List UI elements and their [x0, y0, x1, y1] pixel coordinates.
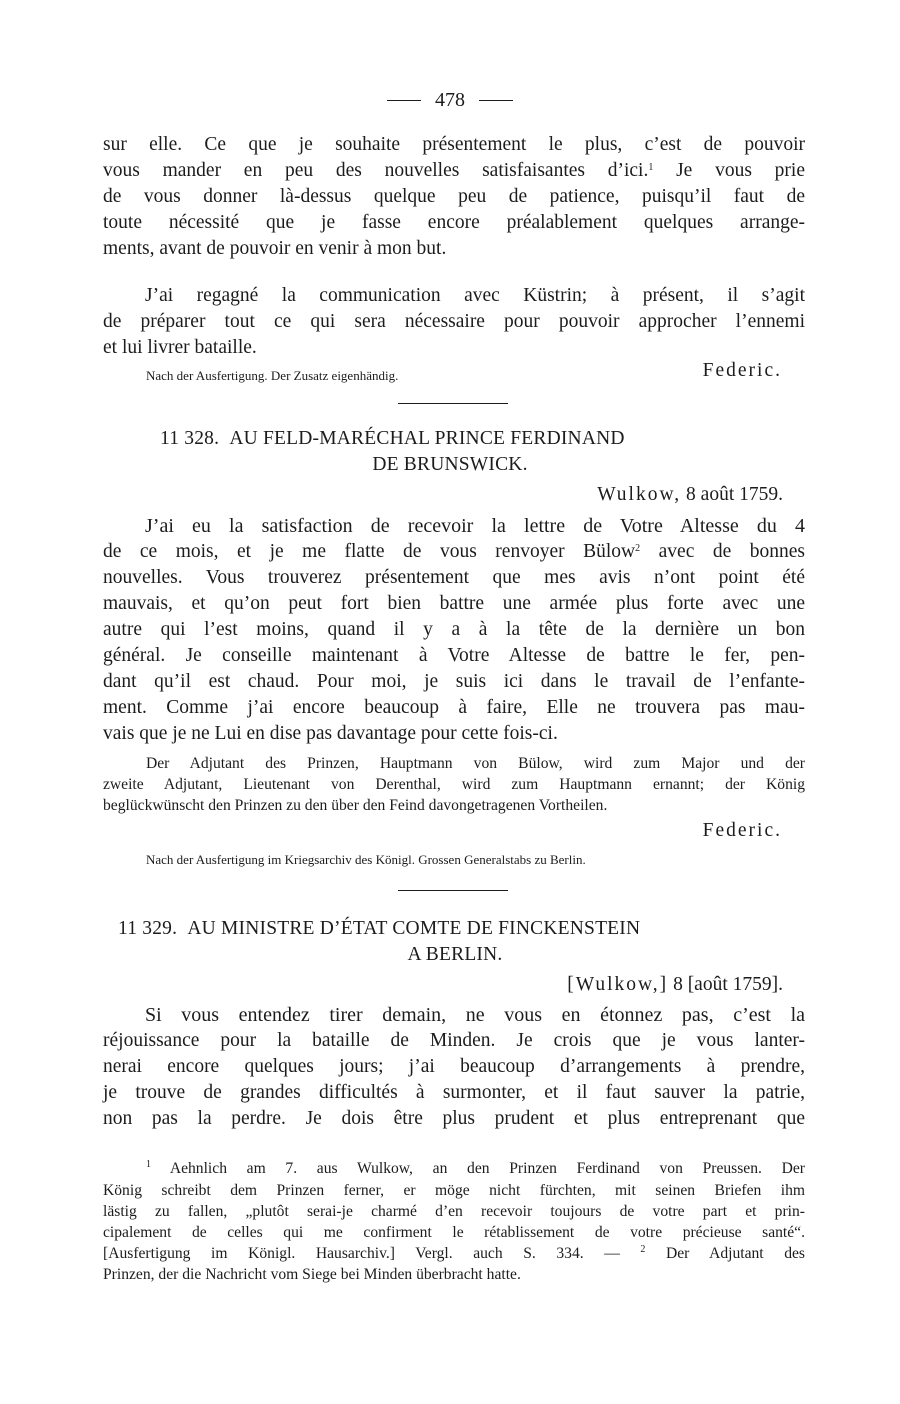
text-fragment: avec de bonnes	[658, 541, 806, 562]
signature: Federic.	[702, 820, 782, 841]
text-line: sur elle. Ce que je souhaite présentement le plus, c’est de pouvoir	[103, 134, 805, 155]
text-line: J’ai eu la satisfaction de recevoir la lettre de Votre Altesse du 4	[145, 515, 805, 537]
dateline-date: 8 [août 1759].	[673, 974, 783, 995]
header-dash-left	[387, 100, 421, 101]
section-divider	[398, 890, 508, 891]
text-line: réjouissance pour la bataille de Minden. Je crois que je vous lanter-	[103, 1030, 805, 1051]
text-fragment: vous mander en peu des nouvelles satisfaisantes d’ici.	[103, 160, 649, 181]
dateline-place: [Wulkow,]	[567, 974, 669, 995]
text-line: Si vous entendez tirer demain, ne vous en étonnez pas, c’est la	[145, 1004, 805, 1026]
footnote-line: lästig zu fallen, „plutôt serai-je charmé d’en recevoir toujours de votre part et prin-	[103, 1203, 805, 1220]
text-fragment: de ce mois, et je me flatte de vous renvoyer Bülow	[103, 541, 636, 562]
letter-number: 11 329.	[118, 918, 178, 939]
text-line: général. Je conseille maintenant à Votre Altesse de battre le fer, pen-	[103, 645, 805, 666]
text-line	[103, 539, 805, 565]
header-dash-right	[479, 100, 513, 101]
footnote-line: Prinzen, der die Nachricht vom Siege bei Minden überbracht hatte.	[103, 1266, 521, 1283]
text-line: de vous donner là-dessus quelque peu de patience, puisqu’il faut de	[103, 186, 805, 207]
summary-line: beglückwünscht den Prinzen zu den über den Feind davongetragenen Vortheilen.	[103, 797, 608, 814]
dateline-date: 8 août 1759.	[686, 484, 783, 505]
letter-recipient: AU MINISTRE D’ÉTAT COMTE DE FINCKENSTEIN	[187, 918, 641, 939]
summary-line: Der Adjutant des Prinzen, Hauptmann von Bülow, wird zum Major und der	[146, 755, 805, 772]
text-line: mauvais, et qu’on peut fort bien battre une armée plus forte avec une	[103, 593, 805, 614]
letter-heading	[118, 916, 798, 942]
text-line: non pas la perdre. Je dois être plus prudent et plus entreprenant que	[103, 1108, 805, 1129]
footnote-line	[146, 1158, 805, 1179]
text-line: nerai encore quelques jours; j’ai beaucoup d’arrangements à prendre,	[103, 1056, 805, 1077]
text-line: autre qui l’est moins, quand il y a à la tête de la dernière un bon	[103, 619, 805, 640]
footnote-text: Der Adjutant des	[665, 1245, 805, 1262]
letter-heading	[160, 426, 760, 452]
text-line	[103, 158, 805, 184]
text-line: et lui livrer bataille.	[103, 337, 257, 358]
footnote-marker: 2	[635, 543, 641, 554]
text-line: dant qu’il est chaud. Pour moi, je suis ici dans le travail de l’enfante-	[103, 671, 805, 692]
footnote-line: König schreibt dem Prinzen ferner, er möge nicht fürchten, mit seinen Briefen ihm	[103, 1182, 805, 1199]
page-number: 478	[435, 89, 465, 112]
text-line: je trouve de grandes difficultés à surmonter, et il faut sauver la patrie,	[103, 1082, 805, 1103]
dateline	[500, 482, 783, 508]
footnote-text: Aehnlich am 7. aus Wulkow, an den Prinzen Ferdinand von Preussen. Der	[169, 1160, 805, 1177]
letter-heading-line2: A BERLIN.	[407, 944, 503, 965]
source-note: Nach der Ausfertigung. Der Zusatz eigenhändig.	[146, 368, 399, 383]
letter-number: 11 328.	[160, 428, 220, 449]
footnote-line: cipalement de celles qui me confirment le rétablissement de votre précieuse santé“.	[103, 1224, 805, 1241]
dateline	[480, 972, 783, 998]
source-note: Nach der Ausfertigung im Kriegsarchiv des Königl. Grossen Generalstabs zu Berlin.	[146, 852, 586, 867]
text-line: nouvelles. Vous trouverez présentement que mes avis n’ont point été	[103, 567, 805, 588]
footnote-text: [Ausfertigung im Königl. Hausarchiv.] Vergl. auch S. 334. —	[103, 1245, 620, 1262]
text-line: ments, avant de pouvoir en venir à mon but.	[103, 238, 447, 259]
page-number-header	[0, 86, 900, 113]
text-line: J’ai regagné la communication avec Küstrin; à présent, il s’agit	[145, 285, 805, 306]
summary-line: zweite Adjutant, Lieutenant von Derenthal, wird zum Hauptmann ernannt; der König	[103, 776, 805, 793]
section-divider	[398, 403, 508, 404]
text-line: toute nécessité que je fasse encore préalablement quelques arrange-	[103, 212, 805, 233]
text-line: ment. Comme j’ai encore beaucoup à faire, Elle ne trouvera pas mau-	[103, 697, 805, 718]
footnote-line	[103, 1243, 805, 1264]
signature: Federic.	[702, 360, 782, 381]
letter-recipient: AU FELD-MARÉCHAL PRINCE FERDINAND	[229, 428, 625, 449]
dateline-place: Wulkow,	[597, 484, 682, 505]
text-line: vais que je ne Lui en dise pas davantage pour cette fois-ci.	[103, 723, 558, 744]
text-fragment: Je vous prie	[676, 160, 805, 181]
letter-heading-line2: DE BRUNSWICK.	[372, 454, 528, 475]
footnote-marker: 1	[146, 1159, 151, 1170]
text-line: de préparer tout ce qui sera nécessaire pour pouvoir approcher l’ennemi	[103, 311, 805, 332]
footnote-marker: 1	[648, 162, 654, 173]
footnote-marker: 2	[640, 1244, 646, 1255]
